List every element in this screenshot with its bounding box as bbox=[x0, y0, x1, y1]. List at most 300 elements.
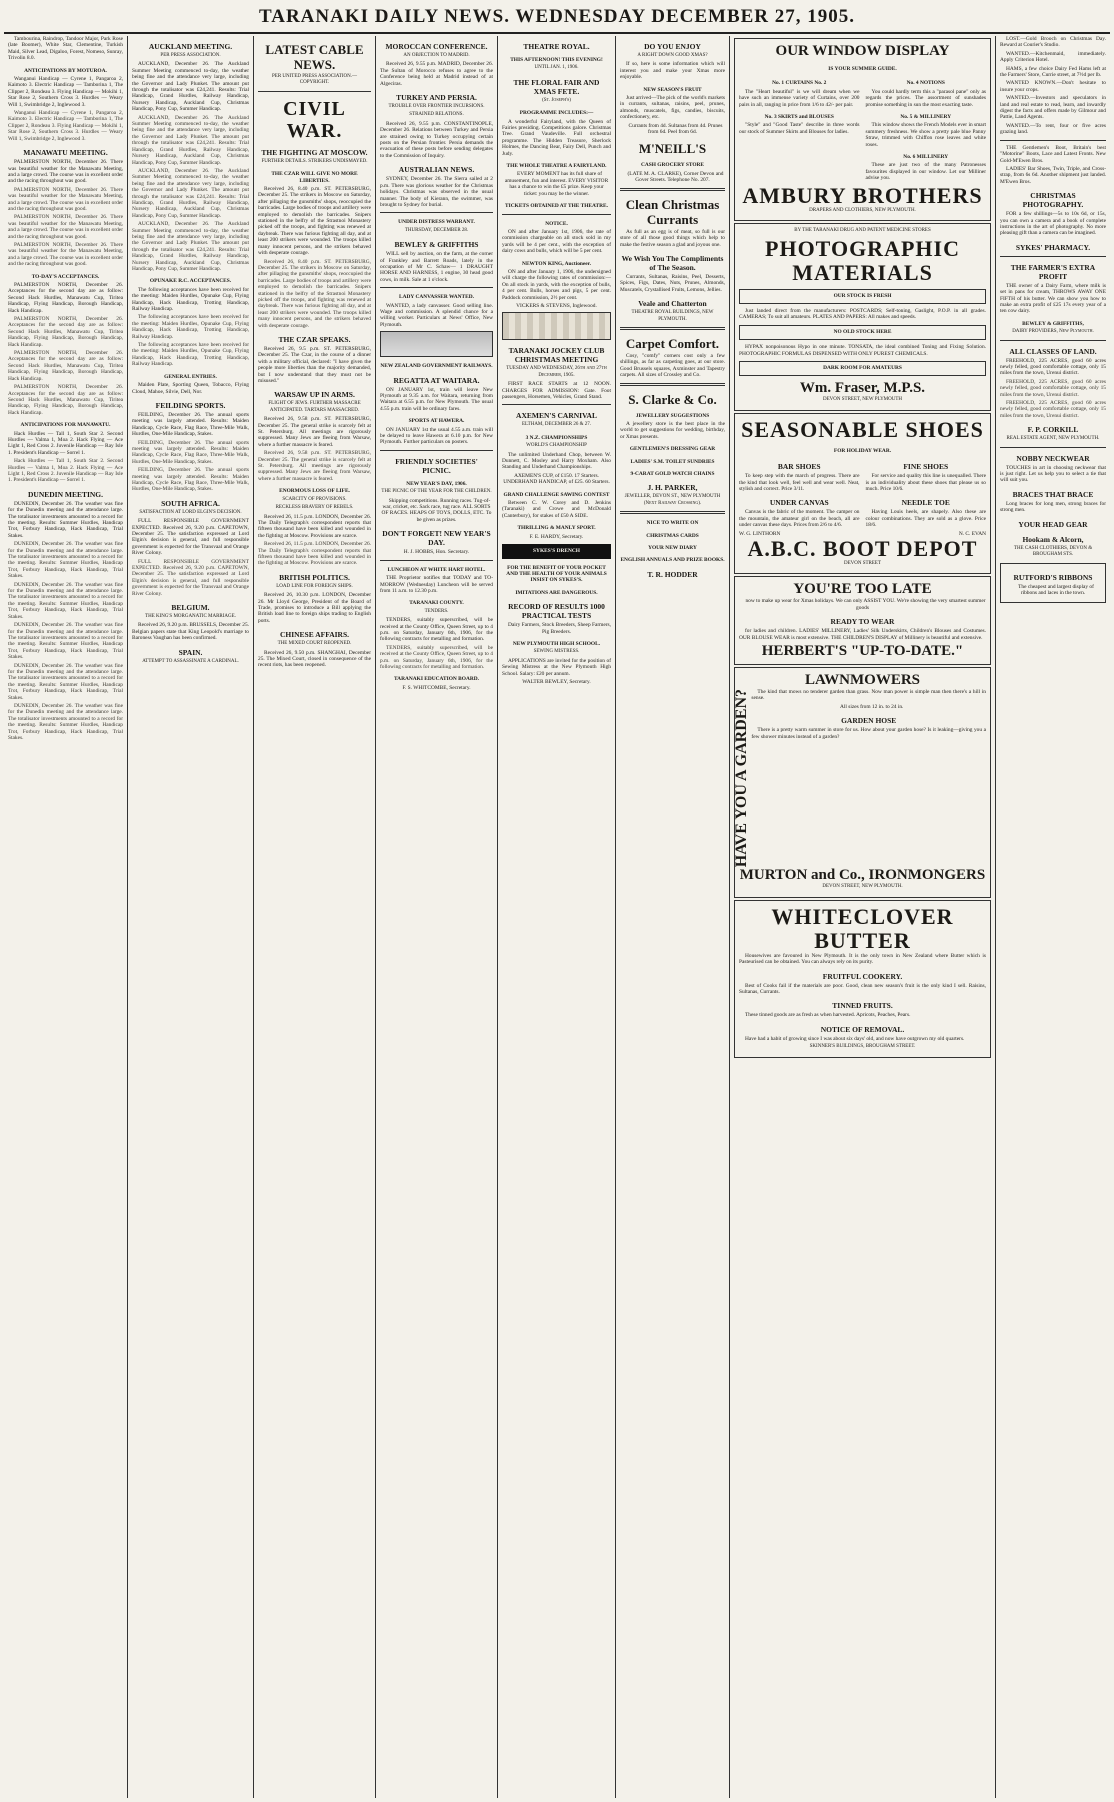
lawn-row bbox=[733, 689, 986, 868]
anticipations-body: Wanganui Handicap — Cyrene 1, Pangaroa 2, Kaimoto 3. Electric Handicap — Tamborina 1, The Clipper 2, Rondeau 3. Flying Handicap — Mokihi 1, Star Rose 2, Southern Cross 3. Hurdles — Weary Will 1, Swimbridge 2, Inglewood 3. bbox=[8, 76, 123, 108]
education-board-heading: TARANAKI EDUCATION BOARD. bbox=[393, 676, 479, 683]
sclarke-heading: S. Clarke & Co. bbox=[628, 391, 717, 407]
farmers-profit-body: THE owner of a Dairy Farm, where milk is set in pans for cream, THROWS AWAY ONE FIFTH of his butter. We can show you how to make an extra profit of £25 17s every year of a ten cow dairy. bbox=[1000, 282, 1106, 315]
lady-canvasser-body: WANTED, a lady canvasser. Good selling line. Wage and commission. A splendid chance for a willing worker. Particulars at News' Office, New Plymouth. bbox=[380, 302, 493, 328]
czar-speaks-body: Received 26, 9.5 p.m. ST. PETERSBURG, December 25. The Czar, in the course of a dinner with a military official, declared: "I have given the people more liberties than the majority demanded, but I now understand that they must not be misused." bbox=[258, 345, 371, 384]
fruit-items: Currants from 4d. Sultanas from 4d. Prunes from 6d. Peel from 6d. bbox=[628, 122, 723, 136]
murton-heading: MURTON and Co., IRONMONGERS bbox=[739, 867, 986, 884]
column-2 bbox=[128, 36, 254, 1798]
photographic-body: Just landed direct from the manufacturers: POSTCARDS; Self-toning, Gaslight, P.O.P. in all grades. CAMERAS; To suit all amateurs. PLATES AND PAPERS: All makes and speeds. bbox=[739, 307, 986, 321]
czar-heading: THE CZAR WILL GIVE NO MORE LIBERTIES. bbox=[271, 171, 358, 184]
dunedin-body: DUNEDIN, December 26. The weather was fine for the Dunedin meeting and the attendance large. The totalisator investments amounted to a record for the meeting. Results: Summer Hurdles, Handicap Trot, Forbury Handicap, Hack Handicap, Trial Stakes. bbox=[8, 500, 123, 539]
feilding-body-cont: FEILDING, December 26. The annual sports meeting was largely attended. Results: Maiden Handicap, Cycle Race, Flag Race, Three-Mile Walk, Hurdles, One-Mile Handicap, Stakes. bbox=[132, 439, 249, 465]
hardy-signature: F. E. HARDY, Secretary. bbox=[529, 533, 584, 540]
wanted-ad-3: WANTED.—Investors and speculators in land and real estate to read, learn, and inwardly digest the facts and offers made by Gilmour and Pattie, Land Agents. bbox=[1000, 95, 1106, 121]
divider bbox=[620, 383, 725, 386]
fairyland-heading: THE WHOLE THEATRE A FAIRYLAND. bbox=[506, 163, 607, 170]
belgium-subheading: THE KING'S MORGANATIC MARRIAGE. bbox=[145, 614, 236, 620]
drug-stores-line: BY THE TARANAKI DRUG AND PATENT MEDICINE STORES bbox=[794, 228, 931, 234]
whiteclover-heading: WHITECLOVER BUTTER bbox=[771, 903, 954, 953]
hookam-sub: THE CASH CLOTHIERS, DEVON & BROUGHAM STS. bbox=[1013, 545, 1093, 558]
fine-shoes-heading: FINE SHOES bbox=[903, 462, 949, 472]
window-display-sub: IS YOUR SUMMER GUIDE. bbox=[828, 66, 897, 72]
australian-body: SYDNEY, December 26. The Sierra sailed at 2 p.m. There was glorious weather for the Christmas holidays. Christmas was observed in the usual manner. The body of Kierann, the swimmer, was brought to Sydney for burial. bbox=[380, 176, 493, 208]
fruitful-heading: FRUITFUL COOKERY. bbox=[822, 971, 903, 981]
anticipations-manawatu-cont: Hack Hurdles — Tall 1, South Star 2. Second Hurdles — Valma 1, Moa 2. Hack Flying — Ace Light 1, Red Cross 2. Juvenile Handicap — Ray Isle 1. President's Handicap — Sorrel 1. bbox=[8, 458, 123, 484]
abc-sub: DEVON STREET bbox=[843, 561, 882, 566]
shoes-sub: FOR HOLIDAY WEAR. bbox=[833, 447, 892, 454]
all-classes-body: FREEHOLD, 225 ACRES, good 60 acres newly felled, good comfortable cottage, only 15 miles from the town, Urenui district. bbox=[1000, 357, 1106, 377]
head-gear-heading: YOUR HEAD GEAR bbox=[1018, 519, 1088, 529]
south-africa-heading: SOUTH AFRICA. bbox=[161, 498, 220, 508]
latest-cable-heading: LATEST CABLE NEWS. bbox=[265, 42, 364, 72]
wanted-ad-4: WANTED.—To rent, four or five acres grazing land. bbox=[1000, 122, 1106, 136]
feilding-heading: FEILDING SPORTS. bbox=[155, 400, 226, 410]
todays-acceptances-cont: PALMERSTON NORTH, December 26. Acceptances for the second day are as follow: Second Hack Hurdles, Manawatu Cup, Tiritea Handicap, Flying Handicap, Borough Handicap, Hack Handicap. bbox=[8, 316, 123, 348]
divider bbox=[1000, 140, 1106, 141]
manawatu-body-cont2: PALMERSTON NORTH, December 26. There was beautiful weather for the Manawatu Meeting, and a large crowd. The course was in excellent order and the racing throughout was good. bbox=[8, 214, 123, 240]
dunedin-body-cont: DUNEDIN, December 26. The weather was fine for the Dunedin meeting and the attendance large. The totalisator investments amounted to a record for the meeting. Results: Summer Hurdles, Handicap Trot, Forbury Handicap, Hack Handicap, Trial Stakes. bbox=[8, 541, 123, 580]
column-8 bbox=[996, 36, 1110, 1798]
no6-body: These are just two of the many Patronesses favourites displayed in our window. Let our Milliner advise you. bbox=[865, 162, 986, 182]
nobby-neckwear-heading: NOBBY NECKWEAR bbox=[1016, 453, 1090, 463]
warsaw-body: Received 26, 9.58 p.m. ST. PETERSBURG, December 25. The general strike is scarcely felt at St. Petersburg. All meetings are rigorously suppressed. Many Jews are fleeing from Warsaw, where a further massacre is feared. bbox=[258, 416, 371, 448]
whitcombe-signature: F. S. WHITCOMBE, Secretary. bbox=[402, 684, 471, 691]
belgium-body: Received 26, 9.20 p.m. BRUSSELS, December 25. Belgian papers state that King Leopold's marriage to Baroness Vaughan has been confirmed. bbox=[132, 622, 249, 642]
mneill-heading: M'NEILL'S bbox=[638, 141, 707, 157]
no6-heading: No. 6 MILLINERY bbox=[903, 154, 949, 161]
column-3 bbox=[254, 36, 376, 1798]
notice-body: ON and after January 1st, 1906, the rate of commission chargeable on all stock sold in my yards will be 4 per cent., with the exception of dairy cows and bulls, which will be 5 per cent. bbox=[502, 228, 611, 255]
notice2-body: ON and after January 1, 1906, the undersigned will charge the following rates of commission:— On all stock in yards, with the exception of bulls, 4 per cent. Bulls, horses and pigs, 5 per cent. Paddock commission, 2½ per cent. bbox=[502, 268, 611, 301]
sewing-heading: SEWING MISTRESS. bbox=[533, 649, 580, 655]
column-6 bbox=[616, 36, 730, 1798]
south-africa-body: FULL RESPONSIBLE GOVERNMENT EXPECTED. Received 26, 9.20 p.m. CAPETOWN, December 25. The satisfaction expressed at Lord Elgin's decision is general, and full responsible government is expected for the Transvaal and Orange River Colony. bbox=[132, 518, 249, 557]
opunake-body: The following acceptances have been received for the meeting: Maiden Hurdles, Opunake Cup, Flying Handicap, Hack Handicap, Trotting Handicap, Railway Handicap. bbox=[132, 286, 249, 313]
stock-fresh-box bbox=[739, 289, 986, 304]
window-display-columns bbox=[739, 74, 986, 183]
parker-heading: J. H. PARKER, bbox=[647, 483, 698, 493]
anticipations-manawatu-heading: ANTICIPATIONS FOR MANAWATU. bbox=[20, 422, 111, 429]
butter-ad bbox=[734, 900, 991, 1058]
opunake-body-cont: The following acceptances have been received for the meeting: Maiden Hurdles, Opunake Cup, Flying Handicap, Hack Handicap, Trotting Handicap, Railway Handicap. bbox=[132, 314, 249, 340]
county-heading: TARANAKI COUNTY. bbox=[409, 600, 464, 607]
floral-fair-sub: (St. Joseph's) bbox=[542, 97, 571, 103]
south-africa-body-cont: FULL RESPONSIBLE GOVERNMENT EXPECTED. Received 26, 9.20 p.m. CAPETOWN, December 25. The satisfaction expressed at Lord Elgin's decision is general, and full responsible government is expected for the Transvaal and Orange River Colony. bbox=[132, 558, 249, 597]
farmers-profit-heading: THE FARMER'S EXTRA PROFIT bbox=[1010, 262, 1096, 281]
fine-shoes-body: For service and quality this line is unequalled. There is an individuality about these shoes that please us so much. Price 10/6. bbox=[865, 473, 986, 492]
manawatu-body: PALMERSTON NORTH, December 26. There was beautiful weather for the Manawatu Meeting, and a large crowd. The course was in excellent order and the racing throughout was good. bbox=[8, 159, 123, 185]
sykes-record: RECORD OF RESULTS 1000 PRACTICAL TESTS bbox=[508, 602, 605, 621]
underhand-handicap: UNDERHAND HANDICAP, of £25. 60 Starters. bbox=[503, 479, 610, 486]
hobbs-signature: H. J. HOBBS, Hon. Secretary. bbox=[403, 549, 470, 556]
column-7 bbox=[730, 36, 996, 1798]
losses-heading: ENORMOUS LOSS OF LIFE. bbox=[279, 488, 350, 495]
corkill-heading: F. P. CORKILL bbox=[1027, 425, 1079, 435]
sawing-contest: GRAND CHALLENGE SAWING CONTEST bbox=[503, 491, 610, 498]
masthead: TARANAKI DAILY NEWS. WEDNESDAY DECEMBER 27, 1905. bbox=[258, 6, 856, 27]
enjoy-subheading: A RIGHT DOWN GOOD XMAS? bbox=[637, 53, 708, 58]
losses-body-cont: Received 26, 11.5 p.m. LONDON, December 26. The Daily Telegraph's correspondent reports that fifteen thousand have been killed and wounded in the fighting at Moscow. Provisions are scarce. bbox=[258, 541, 371, 567]
belgium-heading: BELGIUM. bbox=[171, 603, 210, 613]
tinned-heading: TINNED FRUITS. bbox=[832, 1001, 893, 1011]
bewley-sub: DAIRY PROVIDERS, New Plymouth. bbox=[1012, 329, 1094, 335]
manawatu-body-cont: PALMERSTON NORTH, December 26. There was beautiful weather for the Manawatu Meeting, and a large crowd. The course was in excellent order and the racing throughout was good. bbox=[8, 186, 123, 212]
opunake-body-cont2: The following acceptances have been received for the meeting: Maiden Hurdles, Opunake Cup, Flying Handicap, Hack Handicap, Trotting Handicap, Railway Handicap. bbox=[132, 342, 249, 368]
distress-date: THURSDAY, DECEMBER 28. bbox=[404, 227, 469, 233]
rutford-body: The cheapest and largest display of ribbons and laces in the town. bbox=[1018, 583, 1094, 596]
column-5 bbox=[498, 36, 616, 1798]
anticipations-body-cont: Wanganui Handicap — Cyrene 1, Pangaroa 2, Kaimoto 3. Electric Handicap — Tamborina 1, The Clipper 2, Rondeau 3. Flying Handicap — Mokihi 1, Star Rose 2, Southern Cross 3. Hurdles — Weary Will 1, Swimbridge 2, Inglewood 3. bbox=[8, 110, 123, 142]
fighting-subheading: FURTHER DETAILS. STRIKERS UNDISMAYED. bbox=[261, 158, 368, 164]
murton-ad bbox=[734, 667, 991, 898]
tinned-body: These tinned goods are as fresh as when harvested. Apricots, Peaches, Pears. bbox=[745, 1012, 911, 1019]
spain-subheading: ATTEMPT TO ASSASSINATE A CARDINAL. bbox=[142, 658, 239, 664]
too-late-body: now to make up wear for Xmas holidays. We can only ASSIST YOU. We're showing the very smartest summer goods bbox=[745, 598, 986, 611]
fruit-heading: NEW SEASON'S FRUIT bbox=[643, 86, 702, 93]
sykes-drench-ad: SYKES'S DRENCH bbox=[502, 544, 611, 558]
braces-body: Long braces for long men, strong braces for strong men. bbox=[1000, 500, 1106, 514]
murton-sub: DEVON STREET, NEW PLYMOUTH. bbox=[822, 884, 903, 890]
auckland-body-cont3: AUCKLAND, December 26. The Auckland Summer Meeting commenced to-day, the weather being fine and the attendance very large, including the Governor and Lady Plunket. The amount put through the totalisator was £24,241. Results: Trial Handicap, Grand Hurdles, Railway Handicap, Nursery Handicap, Auckland Cup, Christmas Handicap, Pony Cup, Summer Handicap. bbox=[132, 221, 249, 272]
fighting-heading: THE FIGHTING AT MOSCOW. bbox=[261, 147, 368, 157]
needle-toe-body: Having Louis heels, are shapely. Also these are colour combinations. They are sold as a glove. Price 18/6. bbox=[865, 509, 986, 529]
auckland-body-cont2: AUCKLAND, December 26. The Auckland Summer Meeting commenced to-day, the weather being fine and the attendance very large, including the Governor and Lady Plunket. The amount put through the totalisator was £24,241. Results: Trial Handicap, Grand Hurdles, Railway Handicap, Nursery Handicap, Auckland Cup, Christmas Handicap, Pony Cup, Summer Handicap. bbox=[132, 167, 249, 219]
moroccan-heading: MOROCCAN CONFERENCE. bbox=[385, 42, 488, 51]
whiteclover-body: Housewives are favoured in New Plymouth. It is the only town in New Zealand where Butter which is Pasteurised can be obtained. You can always rely on its purity. bbox=[739, 952, 986, 966]
tenders-heading: TENDERS. bbox=[424, 608, 449, 614]
wish-body: Currants, Sultanas, Raisins, Peel, Desserts, Spices, Figs, Dates, Nuts, Prunes, Almonds, Muscatels, Crystallised Fruits, Lemons, Jellies. bbox=[620, 273, 725, 293]
linthorn: W. G. LINTHORN bbox=[739, 530, 781, 537]
corkill-sub: REAL ESTATE AGENT, NEW PLYMOUTH. bbox=[1006, 436, 1100, 442]
bar-shoes-heading: BAR SHOES bbox=[777, 462, 821, 472]
fraser-heading: Wm. Fraser, M.P.S. bbox=[799, 380, 926, 397]
hookam-heading: Hookam & Alcorn, bbox=[1022, 534, 1084, 544]
hawera-heading: SPORTS AT HAWERA. bbox=[408, 418, 465, 425]
lawnmowers-heading: LAWNMOWERS bbox=[804, 672, 920, 689]
nice-to-write-heading: NICE TO WRITE ON bbox=[646, 520, 699, 527]
clean-currants-body: As full as an egg is of meat, so full is our store of all those good things which help to make the festive season a glad and joyous one. bbox=[620, 228, 725, 248]
floral-fair-heading: THE FLORAL FAIR AND XMAS FETE. bbox=[513, 77, 600, 96]
diary-heading: YOUR NEW DIARY bbox=[648, 545, 697, 552]
general-entries-heading: GENERAL ENTRIES. bbox=[164, 373, 217, 380]
distress-heading: UNDER DISTRESS WARRANT. bbox=[398, 219, 475, 226]
dunedin-heading: DUNEDIN MEETING. bbox=[27, 489, 103, 499]
bewley-body: WILL sell by auction, on the farm, at the corner of Frankley and Barrett Roads, lately in the occupation of Mr C. Schaw— 1 DRAUGHT HORSE AND HARNESS, 1 engine, 30 head good cows, in milk. Sale at 1 o'clock. bbox=[380, 251, 493, 283]
sykes-pharmacy: SYKES' PHARMACY. bbox=[1015, 242, 1091, 252]
regatta-heading: REGATTA AT WAITARA. bbox=[393, 375, 480, 385]
friendly-picnic-date: NEW YEAR'S DAY, 1906. bbox=[406, 480, 467, 487]
enjoy-heading: DO YOU ENJOY bbox=[644, 42, 701, 51]
manawatu-body-cont3: PALMERSTON NORTH, December 26. There was beautiful weather for the Manawatu Meeting, and a large crowd. The course was in excellent order and the racing throughout was good. bbox=[8, 241, 123, 268]
lawn-text bbox=[751, 689, 986, 867]
railways-heading: NEW ZEALAND GOVERNMENT RAILWAYS. bbox=[380, 363, 493, 370]
photographic-body2: HYPAX nonpoisonous Hypo in one minute. TONSATA, the ideal combined Toning and Fixing Solution. PHOTOGRAPHIC FORMULAS DISPENSED WITH ONLY PUREST CHEMICALS. bbox=[739, 344, 986, 357]
shoes-right bbox=[866, 456, 987, 530]
mneill-body: (LATE M. A. CLARKE), Corner Devon and Gover Streets. Telephone No. 207. bbox=[627, 170, 724, 184]
theatre-until: UNTIL JAN. 1, 1906. bbox=[534, 65, 579, 71]
nz-championships: 3 N.Z. CHAMPIONSHIPS bbox=[525, 434, 588, 441]
shoes-columns bbox=[739, 456, 986, 530]
todays-acceptances-cont3: PALMERSTON NORTH, December 26. Acceptances for the second day are as follow: Second Hack Hurdles, Manawatu Cup, Tiritea Handicap, Flying Handicap, Borough Handicap, Hack Handicap. bbox=[8, 384, 123, 416]
under-canvas-body: Canvas is the fabric of the moment. The camper on the mountain, the amateur girl on the beach, all are under canvas these days. Prices from 2/6 to 4/6. bbox=[739, 509, 860, 529]
south-africa-subheading: SATISFACTION AT LORD ELGIN'S DECISION. bbox=[139, 509, 242, 515]
abc-boot-depot: A.B.C. BOOT DEPOT bbox=[747, 536, 978, 561]
ready-to-wear-body: for ladies and children. LADIES' MILLINERY, Ladies' Silk Underskirts, Children's Blouses and Costumes. OUR BLOUSE WEAR is most extensive. THE CHILDREN'S DISPLAY of Millinery is beautiful and extensive. bbox=[739, 628, 986, 641]
warsaw-heading: WARSAW UP IN ARMS. bbox=[274, 390, 355, 400]
stock-fresh: OUR STOCK IS FRESH bbox=[833, 292, 892, 299]
divider bbox=[380, 450, 493, 451]
friendly-picnic-heading: FRIENDLY SOCIETIES' PICNIC. bbox=[395, 456, 478, 475]
world-body: The unlimited Underhand Chop, between W. Dunnett, C. Mosley and Harry Moxham. Also Standing and Underhand Championships. bbox=[502, 451, 611, 471]
mneill-subheading: CASH GROCERY STORE bbox=[640, 162, 704, 169]
gentlemen-heading: GENTLEMEN'S DRESSING GEAR bbox=[629, 446, 716, 453]
spain-heading: SPAIN. bbox=[178, 647, 203, 657]
turkey-body: Received 26, 9.55 p.m. CONSTANTINOPLE, December 26. Relations between Turkey and Persia are strained owing to Turkey occupying certain posts on the Persian frontier. Persia demands the evacuation of these posts before sending delegates to the Commission of Inquiry. bbox=[380, 120, 493, 159]
turkey-subheading: TROUBLE OVER FRONTIER INCURSIONS. bbox=[388, 104, 485, 110]
wish-heading: We Wish You The Compliments of The Season. bbox=[621, 253, 724, 272]
fairyland-body: EVERY MOMENT has its full share of amusement, fun and interest. EVERY VISITOR has a chance to win the £5 prize. Keep your ticket: you may be the winner. bbox=[504, 171, 609, 197]
all-classes-heading: ALL CLASSES OF LAND. bbox=[1009, 346, 1097, 356]
dunedin-body-cont5: DUNEDIN, December 26. The weather was fine for the Dunedin meeting and the attendance large. The totalisator investments amounted to a record for the meeting. Results: Summer Hurdles, Handicap Trot, Forbury Handicap, Hack Handicap, Trial Stakes. bbox=[8, 702, 123, 741]
divider bbox=[620, 511, 725, 514]
evan: N. C. EVAN bbox=[958, 530, 986, 537]
shoes-ad bbox=[734, 413, 991, 575]
axemen-heading: AXEMEN'S CARNIVAL bbox=[516, 411, 597, 421]
wanted-ad-2: WANTED KNOWN.—Don't hesitate to insure your crops. bbox=[1000, 80, 1106, 93]
feilding-body-cont2: FEILDING, December 26. The annual sports meeting was largely attended. Results: Maiden Handicap, Cycle Race, Flag Race, Three-Mile Walk, Hurdles, One-Mile Handicap, Stakes. bbox=[132, 467, 249, 493]
divider bbox=[620, 327, 725, 330]
racehorse-illustration bbox=[502, 312, 611, 340]
auckland-heading: AUCKLAND MEETING. bbox=[148, 42, 233, 51]
fruitful-body: Best of Cooks fail if the materials are poor. Good, clean new season's fruit is the only kind I sell. Raisins, Sultanas, Currants. bbox=[739, 982, 986, 995]
all-classes-cont2: FREEHOLD, 225 ACRES, good 60 acres newly felled, good comfortable cottage, only 15 miles from the town, Urenui district. bbox=[1000, 400, 1106, 419]
newton-king: NEWTON KING, Auctioneer. bbox=[522, 260, 591, 267]
chinese-affairs-subheading: THE MIXED COURT REOPENED. bbox=[277, 641, 352, 647]
british-politics-body: Received 26, 10.30 p.m. LONDON, December 26. Mr Lloyd George, President of the Board of Trade, promises to introduce a Bill applying the British load line to foreign ships trading to English ports. bbox=[258, 592, 371, 624]
civil-war-heading: CIVIL WAR. bbox=[283, 97, 346, 142]
luncheon-body: THE Proprietor notifies that TODAY and TO-MORROW (Wednesday) Luncheon will be served from 11 a.m. to 12.30 p.m. bbox=[380, 575, 493, 594]
no3-heading: No. 3 SKIRTS and BLOUSES bbox=[764, 114, 834, 121]
divider bbox=[1000, 447, 1106, 448]
column-4 bbox=[376, 36, 498, 1798]
jockey-body: FIRST RACE STARTS at 12 NOON. CHARGES FOR ADMISSION: Gate. Foot passengers, Horsemen, Vehicles, Grand Stand. bbox=[502, 381, 611, 400]
chinese-affairs-heading: CHINESE AFFAIRS. bbox=[279, 630, 350, 640]
braces-heading: BRACES THAT BRACE bbox=[1012, 489, 1094, 499]
carpet-body: Cosy, "comfy" corners cost only a few shillings, as far as carpeting goes, at our store. Good Brussels squares, Axminster and Tapestry carpets. All sizes of Crossley and Co. bbox=[620, 352, 725, 379]
carpet-heading: Carpet Comfort. bbox=[625, 335, 720, 351]
christmas-cards-heading: CHRISTMAS CARDS bbox=[646, 532, 699, 539]
rutford-box bbox=[1000, 563, 1106, 604]
auckland-body-cont: AUCKLAND, December 26. The Auckland Summer Meeting commenced to-day, the weather being fine and the attendance very large, including the Governor and Lady Plunket. The amount put through the totalisator was £24,241. Results: Trial Handicap, Grand Hurdles, Railway Handicap, Nursery Handicap, Auckland Cup, Christmas Handicap, Pony Cup, Summer Handicap. bbox=[132, 114, 249, 166]
scarcity-heading: SCARCITY OF PROVISIONS. bbox=[282, 496, 347, 502]
ladies-heading: LADIES' S.M. TOILET SUNDRIES bbox=[630, 458, 715, 465]
fighting-body: Received 26, 8.40 p.m. ST. PETERSBURG, December 25. The strikers in Moscow on Saturday, after pillaging the gunsmiths' shops, reoccupied the barricades. Large bodies of troops and artillery were employed to demolish the barricades. Snipers stationed in the belfry of the Strastnoi Monastery picked off the troops, and fighting was renewed at daybreak. There was furious fighting all day, and at least 200 strikers were wounded. The troops killed many innocent persons, and the strikers behaved with desperate courage. bbox=[258, 186, 371, 257]
czar-speaks-heading: THE CZAR SPEAKS. bbox=[278, 334, 351, 344]
world-championship: WORLD'S CHAMPIONSHIP bbox=[526, 443, 587, 449]
divider bbox=[380, 560, 493, 561]
warsaw-body-cont: Received 26, 9.58 p.m. ST. PETERSBURG, December 25. The general strike is scarcely felt at St. Petersburg. All meetings are rigorously suppressed. Many Jews are fleeing from Warsaw, where a further massacre is feared. bbox=[258, 450, 371, 482]
thrilling-sport: THRILLING & MANLY SPORT. bbox=[517, 525, 596, 532]
parker-subheading: JEWELLER, DEVON ST., NEW PLYMOUTH (Next Railway Crossing). bbox=[624, 494, 721, 506]
lawnmowers-body: The kind that mows no tenderer garden than grass. Now man power is simple man then there's a hill in sense. bbox=[751, 689, 986, 702]
needle-toe-heading: NEEDLE TOE bbox=[901, 498, 950, 508]
todays-acceptances-heading: TO-DAY'S ACCEPTANCES. bbox=[31, 273, 100, 280]
divider bbox=[380, 212, 493, 213]
under-canvas-heading: UNDER CANVAS bbox=[769, 498, 829, 508]
no5-heading: No. 5 & MILLINERY bbox=[900, 114, 952, 121]
dont-forget: DON'T FORGET! NEW YEAR'S DAY. bbox=[382, 529, 491, 548]
masthead-rule bbox=[4, 32, 1110, 34]
veale-subheading: THEATRE ROYAL BUILDINGS, NEW PLYMOUTH. bbox=[631, 310, 714, 322]
bewley-griffiths: BEWLEY & GRIFFITHS, bbox=[1022, 320, 1084, 327]
rutford-heading: RUTFORD'S RIBBONS bbox=[1013, 572, 1093, 582]
fraser-sub: DEVON STREET, NEW PLYMOUTH bbox=[822, 397, 903, 403]
hodder-signature: T. R. HODDER bbox=[647, 569, 698, 579]
english-annuals-heading: ENGLISH ANNUALS AND PRIZE BOOKS. bbox=[620, 557, 725, 564]
ready-to-wear-heading: READY TO WEAR bbox=[830, 617, 895, 627]
no-old-stock-box bbox=[739, 325, 986, 340]
moroccan-subheading: AN OBJECTION TO MADRID. bbox=[403, 53, 470, 58]
axemen-cup: AXEMEN'S CUP, of £150. 17 Starters. bbox=[514, 472, 599, 479]
divider bbox=[258, 91, 371, 92]
garden-hose-body: There is a pretty warm summer in store for us. How about your garden hose? Is it leaking—giving you a few shower minutes instead of a garden? bbox=[751, 727, 986, 740]
theatre-heading: THEATRE ROYAL. bbox=[523, 42, 590, 51]
divider bbox=[380, 287, 493, 288]
strained-heading: STRAINED RELATIONS. bbox=[409, 112, 464, 118]
herbert-heading: HERBERT'S "UP-TO-DATE." bbox=[761, 643, 964, 660]
anticipations-manawatu-body: Hack Hurdles — Tall 1, South Star 2. Second Hurdles — Valma 1, Moa 2. Hack Flying — Ace Light 1, Red Cross 2. Juvenile Handicap — Ray Isle 1. President's Handicap — Sorrel 1. bbox=[8, 430, 123, 456]
general-entries-body: Maiden Plate, Sporting Queen, Tobacco, Flying Cloud, Mahoe, Silvie, Dell, Nor. bbox=[132, 382, 249, 395]
walter-signature: WALTER BEWLEY, Secretary. bbox=[522, 678, 591, 685]
sykes-benefit: FOR THE BENEFIT OF YOUR POCKET AND THE HEALTH OF YOUR ANIMALS INSIST ON SYKES'S. bbox=[506, 564, 607, 584]
dunedin-body-cont3: DUNEDIN, December 26. The weather was fine for the Dunedin meeting and the attendance large. The totalisator investments amounted to a record for the meeting. Results: Summer Hurdles, Handicap Trot, Forbury Handicap, Hack Handicap, Trial Stakes. bbox=[8, 622, 123, 661]
no4-body: You could hardly term this a "parasol pane" only as regards the prices. The assortment of sunshades promise something in sun the most exacting taste. bbox=[865, 88, 986, 108]
no3-body: "Style" and "Good Taste" describe in three words our stock of Summer Skirts and Blouses for ladies. bbox=[739, 122, 860, 135]
bewley-heading: BEWLEY & GRIFFITHS bbox=[394, 240, 479, 250]
hams-ad: HAMS, a few choice Dairy Fed Hams left at the Farmers' Store, Currie street, at 7½d per lb. bbox=[1000, 65, 1106, 79]
programme-body: A wonderful Fairyland, with the Queen of Fairies presiding. Competitions galore. Christmas Tree. Grand Vaudeville. Full orchestral programme. The Hidden Treasure, Sherlock Holmes, the Dancing Bear, Fairy Dell, Punch and Judy. bbox=[502, 118, 611, 157]
vickers-stevens: VICKERS & STEVENS, Inglewood. bbox=[516, 302, 597, 309]
divider bbox=[620, 188, 725, 191]
friendly-picnic-subheading: THE PICNIC OF THE YEAR FOR THE CHILDREN. bbox=[381, 489, 492, 495]
tenders-body-cont: TENDERS, suitably superscribed, will be received at the County Office, Queen Street, up to 4 p.m. on Saturday, January 6th, 1906, for the following contracts for metalling and formation. bbox=[380, 644, 493, 670]
all-classes-cont: FREEHOLD, 225 ACRES, good 60 acres newly felled, good comfortable cottage, only 15 miles from the town, Urenui district. bbox=[1000, 378, 1106, 398]
fighting-body-cont: Received 26, 8.40 p.m. ST. PETERSBURG, December 25. The strikers in Moscow on Saturday, after pillaging the gunsmiths' shops, reoccupied the barricades. Large bodies of troops and artillery were employed to demolish the barricades. Snipers stationed in the belfry of the Strastnoi Monastery picked off the troops, and fighting was renewed at daybreak. There was furious fighting all day, and at least 200 strikers were wounded. The troops killed many innocent persons, and the strikers behaved with desperate courage. bbox=[258, 258, 371, 329]
sewing-body: APPLICATIONS are invited for the position of Sewing Mistress at the New Plymouth High School. Salary: £20 per annum. bbox=[502, 657, 611, 677]
latest-cable-subheading: PER UNITED PRESS ASSOCIATION.—COPYRIGHT. bbox=[271, 74, 357, 86]
friendly-picnic-body: Skipping competitions. Running races. Tug-of-war, cricket, etc. Sack race, tug race. ALL SORTS OF RACES. HEAPS OF TOYS, DOLLS, ETC. To be given as prizes. bbox=[381, 497, 492, 523]
dunedin-body-cont2: DUNEDIN, December 26. The weather was fine for the Dunedin meeting and the attendance large. The totalisator investments amounted to a record for the meeting. Results: Summer Hurdles, Handicap Trot, Forbury Handicap, Hack Handicap, Trial Stakes. bbox=[8, 581, 123, 620]
divider bbox=[1000, 256, 1106, 257]
window-left bbox=[739, 74, 860, 183]
all-sizes: All sizes from 12 in. to 24 in. bbox=[840, 703, 904, 710]
darkroom: DARK ROOM FOR AMATEURS bbox=[823, 364, 902, 371]
no1-heading: No. 1 CURTAINS No. 2 bbox=[772, 80, 827, 87]
high-school-heading: NEW PLYMOUTH HIGH SCHOOL. bbox=[512, 640, 601, 647]
luncheon-heading: LUNCHEON AT WHITE HART HOTEL. bbox=[387, 566, 486, 573]
racing-items: Tambourina, Raindrop, Tandoor Major, Park Rose (late Boomer), White Star, Clementine, Turkish Maid, Silver Lead, Digaloo, Forest, Nomeso, Sunray, Trivolin 8.0. bbox=[8, 36, 123, 62]
photographic-ad bbox=[734, 223, 991, 411]
sykes-record-body: Dairy Farmers, Stock Breeders, Sheep Farmers, Pig Breeders. bbox=[508, 622, 611, 635]
moroccan-body: Received 26, 9.55 p.m. MADRID, December 26. The Sultan of Morocco refuses to agree to the Conference being held at Madrid instead of at Algeciras. bbox=[380, 61, 493, 87]
enjoy-body: If so, here is some information which will interest you and make your Xmas more enjoyable. bbox=[620, 61, 725, 81]
removal-body: Have had a habit of growing since I was about six days' old, and now have outgrown my old quarters. bbox=[745, 1035, 965, 1042]
columns bbox=[4, 36, 1110, 1798]
jewellery-body: A jewellery store is the best place in the world to get suggestions for wedding, birthday, or Xmas presents. bbox=[620, 420, 725, 440]
tickets-notice: TICKETS OBTAINED AT THE THEATRE. bbox=[505, 203, 608, 210]
reckless-heading: RECKLESS BRAVERY OF REBELS. bbox=[275, 505, 354, 511]
british-politics-subheading: LOAD LINE FOR FOREIGN SHIPS. bbox=[276, 583, 353, 589]
watch-heading: 9-CARAT GOLD WATCH CHAINS bbox=[630, 471, 715, 477]
theatre-times: THIS AFTERNOON! THIS EVENING! bbox=[510, 57, 603, 63]
axemen-place: ELTHAM, DECEMBER 26 & 27. bbox=[522, 422, 591, 428]
removal-heading: NOTICE OF REMOVAL. bbox=[820, 1024, 905, 1034]
auckland-body: AUCKLAND, December 26. The Auckland Summer Meeting commenced to-day, the weather being fine and the attendance very large, including the Governor and Lady Plunket. The amount put through the totalisator was £24,241. Results: Trial Handicap, Grand Hurdles, Railway Handicap, Nursery Handicap, Auckland Cup, Christmas Handicap, Pony Cup, Summer Handicap. bbox=[132, 61, 249, 113]
sykes-imitations: IMITATIONS ARE DANGEROUS. bbox=[515, 589, 598, 596]
fruit-body: Just arrived—The pick of the world's markets in currants, sultanas, raisins, peel, prunes, almonds, muscatels, figs, candies, biscuits, confectionery, etc. bbox=[620, 95, 725, 121]
christmas-photography-heading: CHRISTMAS PHOTOGRAPHY. bbox=[1022, 191, 1084, 210]
no4-heading: No. 4 NOTIONS bbox=[906, 80, 945, 87]
lady-canvasser-heading: LADY CANVASSER WANTED. bbox=[399, 294, 474, 301]
jewellery-heading: JEWELLERY SUGGESTIONS bbox=[635, 412, 710, 419]
chinese-affairs-body: Received 26, 9.50 p.m. SHANGHAI, December 25. The Mixed Court, closed in consequence of the recent riots, has been reopened. bbox=[258, 649, 371, 669]
opunake-heading: OPUNAKE R.C. ACCEPTANCES. bbox=[149, 278, 232, 285]
bar-shoes-body: To keep step with the march of progress. There are the kind that look well, feel well and wear well. Neat, stylish and correct. Price 3/11. bbox=[739, 473, 860, 492]
british-politics-heading: BRITISH POLITICS. bbox=[279, 572, 350, 582]
column-1 bbox=[4, 36, 128, 1798]
no-old-stock: NO OLD STOCK HERE bbox=[833, 328, 892, 335]
losses-body: Received 26, 11.5 p.m. LONDON, December 26. The Daily Telegraph's correspondent reports that fifteen thousand have been killed and wounded in the fighting at Moscow. Provisions are scarce. bbox=[258, 513, 371, 539]
lost-ad: LOST.—Gold Brooch on Christmas Day. Reward at Courier's Studio. bbox=[1000, 36, 1106, 49]
skinner-buildings: SKINNER'S BUILDINGS, BROUGHAM STREET. bbox=[809, 1044, 916, 1050]
christmas-photography-body: FOR a few shillings—5s to 10s 6d, or 15s, you can own a camera and a book of complete instructions in the art of photography. No more pleasing gift than a camera can be imagined. bbox=[1000, 211, 1106, 237]
have-garden: HAVE YOU A GARDEN? bbox=[733, 689, 750, 868]
garden-hose-heading: GARDEN HOSE bbox=[841, 716, 897, 726]
ladies-shoes-ad: LADIES' Bar Shoes, Twin, Triple, and Cross-strap, from 6s 6d. Another shipment just landed. M'Ewen Bros. bbox=[1000, 165, 1106, 185]
anticipations-heading: ANTICIPATIONS BY MOTUROA. bbox=[24, 67, 107, 74]
tenders-body: TENDERS, suitably superscribed, will be received at the County Office, Queen Street, up to 4 p.m. on Saturday, January 6th, 1906, for the following contracts for metalling and formation. bbox=[380, 617, 493, 643]
divider bbox=[502, 404, 611, 405]
feilding-body: FEILDING, December 26. The annual sports meeting was largely attended. Results: Maiden Handicap, Cycle Race, Flag Race, Three-Mile Walk, Hurdles, One-Mile Handicap, Stakes. bbox=[132, 411, 249, 438]
dunedin-body-cont4: DUNEDIN, December 26. The weather was fine for the Dunedin meeting and the attendance large. The totalisator investments amounted to a record for the meeting. Results: Summer Hurdles, Handicap Trot, Forbury Handicap, Hack Handicap, Trial Stakes. bbox=[8, 662, 123, 701]
divider bbox=[1000, 340, 1106, 341]
no1-body: The "Heart beautiful" is we will dream when we have such an immense variety of Curtains, over 200 pairs in all, ranging in price from 1/6 to 42/- per pair. bbox=[739, 88, 860, 108]
todays-acceptances-cont2: PALMERSTON NORTH, December 26. Acceptances for the second day are as follow: Second Hack Hurdles, Manawatu Cup, Tiritea Handicap, Flying Handicap, Borough Handicap, Hack Handicap. bbox=[8, 350, 123, 382]
shoes-heading: SEASONABLE SHOES bbox=[741, 416, 984, 442]
notice-heading: NOTICE. bbox=[545, 220, 568, 227]
australian-heading: AUSTRALIAN NEWS. bbox=[398, 165, 475, 175]
too-late-heading: YOU'RE TOO LATE bbox=[793, 581, 932, 598]
herbert-ad bbox=[734, 576, 991, 665]
railway-engine-illustration bbox=[380, 331, 493, 357]
programme-heading: PROGRAMME INCLUDES:— bbox=[519, 110, 594, 117]
photographic-heading: PHOTOGRAPHIC MATERIALS bbox=[765, 235, 960, 285]
window-right bbox=[866, 74, 987, 183]
sawing-body: Between C. W. Corey and D. Jenkins (Taranaki) and Crowe and McDonald (Canterbury), for stakes of £50 A SIDE. bbox=[502, 500, 611, 519]
auckland-subheading: PER PRESS ASSOCIATION. bbox=[160, 53, 221, 58]
manawatu-heading: MANAWATU MEETING. bbox=[23, 148, 108, 158]
no5-body: This window shows the French Models ever in smart summery freshness. We show a pretty pale blue Panny Straw, trimmed with Chiffon rose leaves and white roses. bbox=[865, 122, 986, 148]
shoes-left bbox=[739, 456, 860, 530]
jockey-dates: TUESDAY AND WEDNESDAY, 26th and 27th December, 1905. bbox=[506, 366, 607, 378]
regatta-body: ON JANUARY 1st, train will leave New Plymouth at 9.35 a.m. for Waitara, returning from Waitara at 6.55 p.m. for New Plymouth. The usual 4.55 p.m. train will be ordinary fares. bbox=[380, 386, 493, 412]
ambury-sub: DRAPERS AND CLOTHIERS, NEW PLYMOUTH. bbox=[809, 207, 916, 213]
window-display-ad bbox=[734, 38, 991, 221]
warsaw-subheading: FLIGHT OF JEWS. FURTHER MASSACRE ANTICIPATED. TARTARS MASSACRED. bbox=[268, 401, 361, 413]
darkroom-box bbox=[739, 361, 986, 376]
veale-heading: Veale and Chatterton bbox=[638, 299, 707, 309]
